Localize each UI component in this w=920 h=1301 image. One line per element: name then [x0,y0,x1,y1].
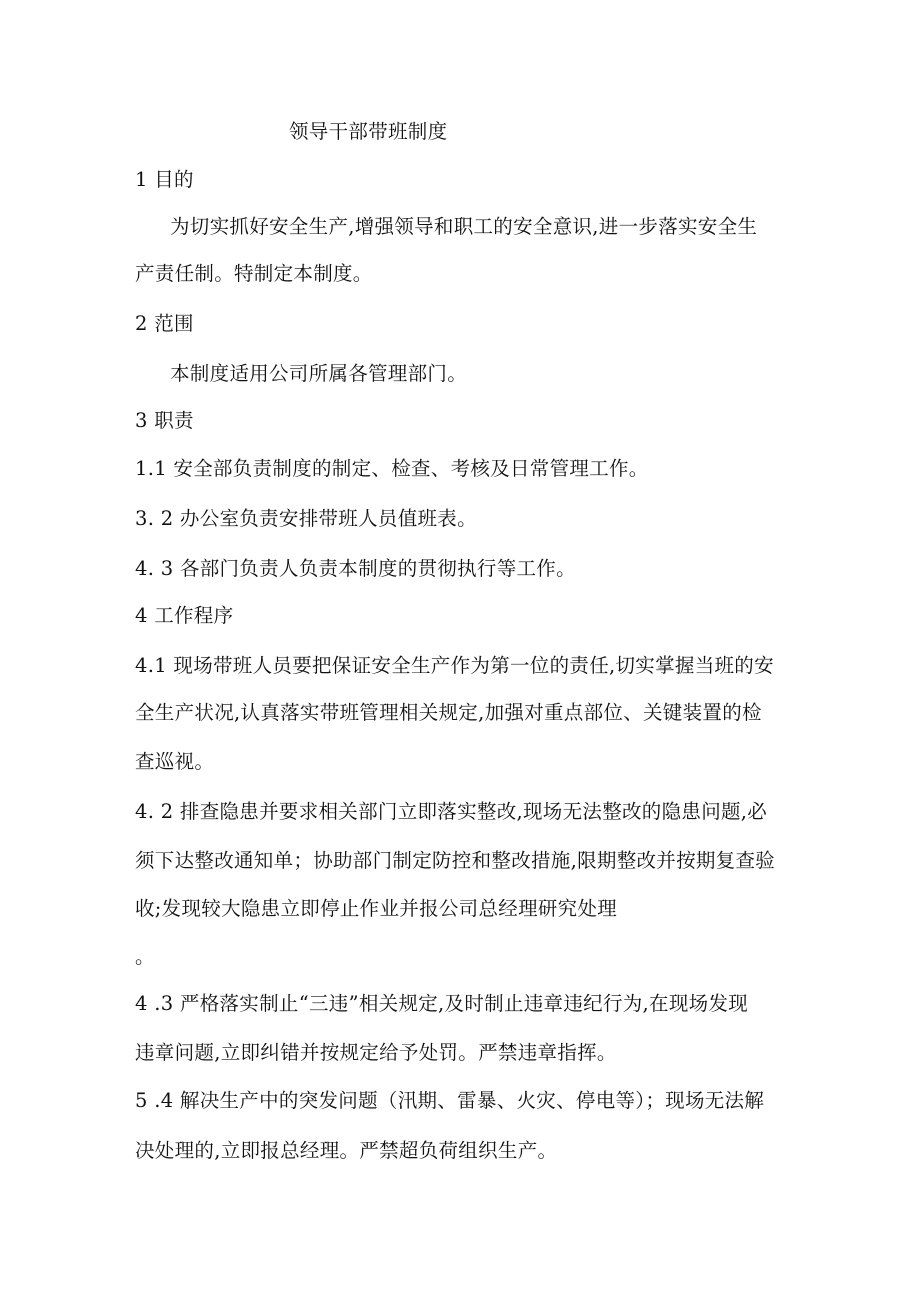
paragraph-line: 决处理的,立即报总经理。严禁超负荷组织生产。 [135,1139,558,1162]
paragraph-line: 收;发现较大隐患立即停止作业并报公司总经理研究处理 [135,897,618,920]
paragraph-line: 全生产状况,认真落实带班管理相关规定,加强对重点部位、关键装置的检 [135,701,762,724]
list-item: 4.1 现场带班人员要把保证安全生产作为第一位的责任,切实掌握当班的安 [135,654,774,677]
paragraph-line: 违章问题,立即纠错并按规定给予处罚。严禁违章指挥。 [135,1041,617,1064]
section-heading-scope: 2 范围 [135,312,194,335]
paragraph-line: 为切实抓好安全生产,增强领导和职工的安全意识,进一步落实安全生 [170,215,758,238]
section-heading-duties: 3 职责 [135,409,194,432]
list-item: 1.1 安全部负责制度的制定、检查、考核及日常管理工作。 [135,457,649,480]
list-item: 4. 2 排查隐患并要求相关部门立即落实整改,现场无法整改的隐患问题,必 [135,800,768,823]
list-item: 3. 2 办公室负责安排带班人员值班表。 [135,507,477,530]
paragraph-line: 查巡视。 [135,750,215,773]
section-heading-procedure: 4 工作程序 [135,604,234,627]
list-item: 4. 3 各部门负责人负责本制度的贯彻执行等工作。 [135,557,576,580]
paragraph-line: 。 [135,945,155,968]
paragraph-line: 须下达整改通知单；协助部门制定防控和整改措施,限期整改并按期复查验 [135,849,776,872]
page-title: 领导干部带班制度 [289,120,448,143]
paragraph-line: 本制度适用公司所属各管理部门。 [170,362,468,385]
paragraph-line: 产责任制。特制定本制度。 [135,262,373,285]
list-item: 4 .3 严格落实制止“三违”相关规定,及时制止违章违纪行为,在现场发现 [135,992,749,1015]
list-item: 5 .4 解决生产中的突发问题（汛期、雷暴、火灾、停电等）；现场无法解 [135,1089,765,1112]
section-heading-purpose: 1 目的 [135,168,194,191]
